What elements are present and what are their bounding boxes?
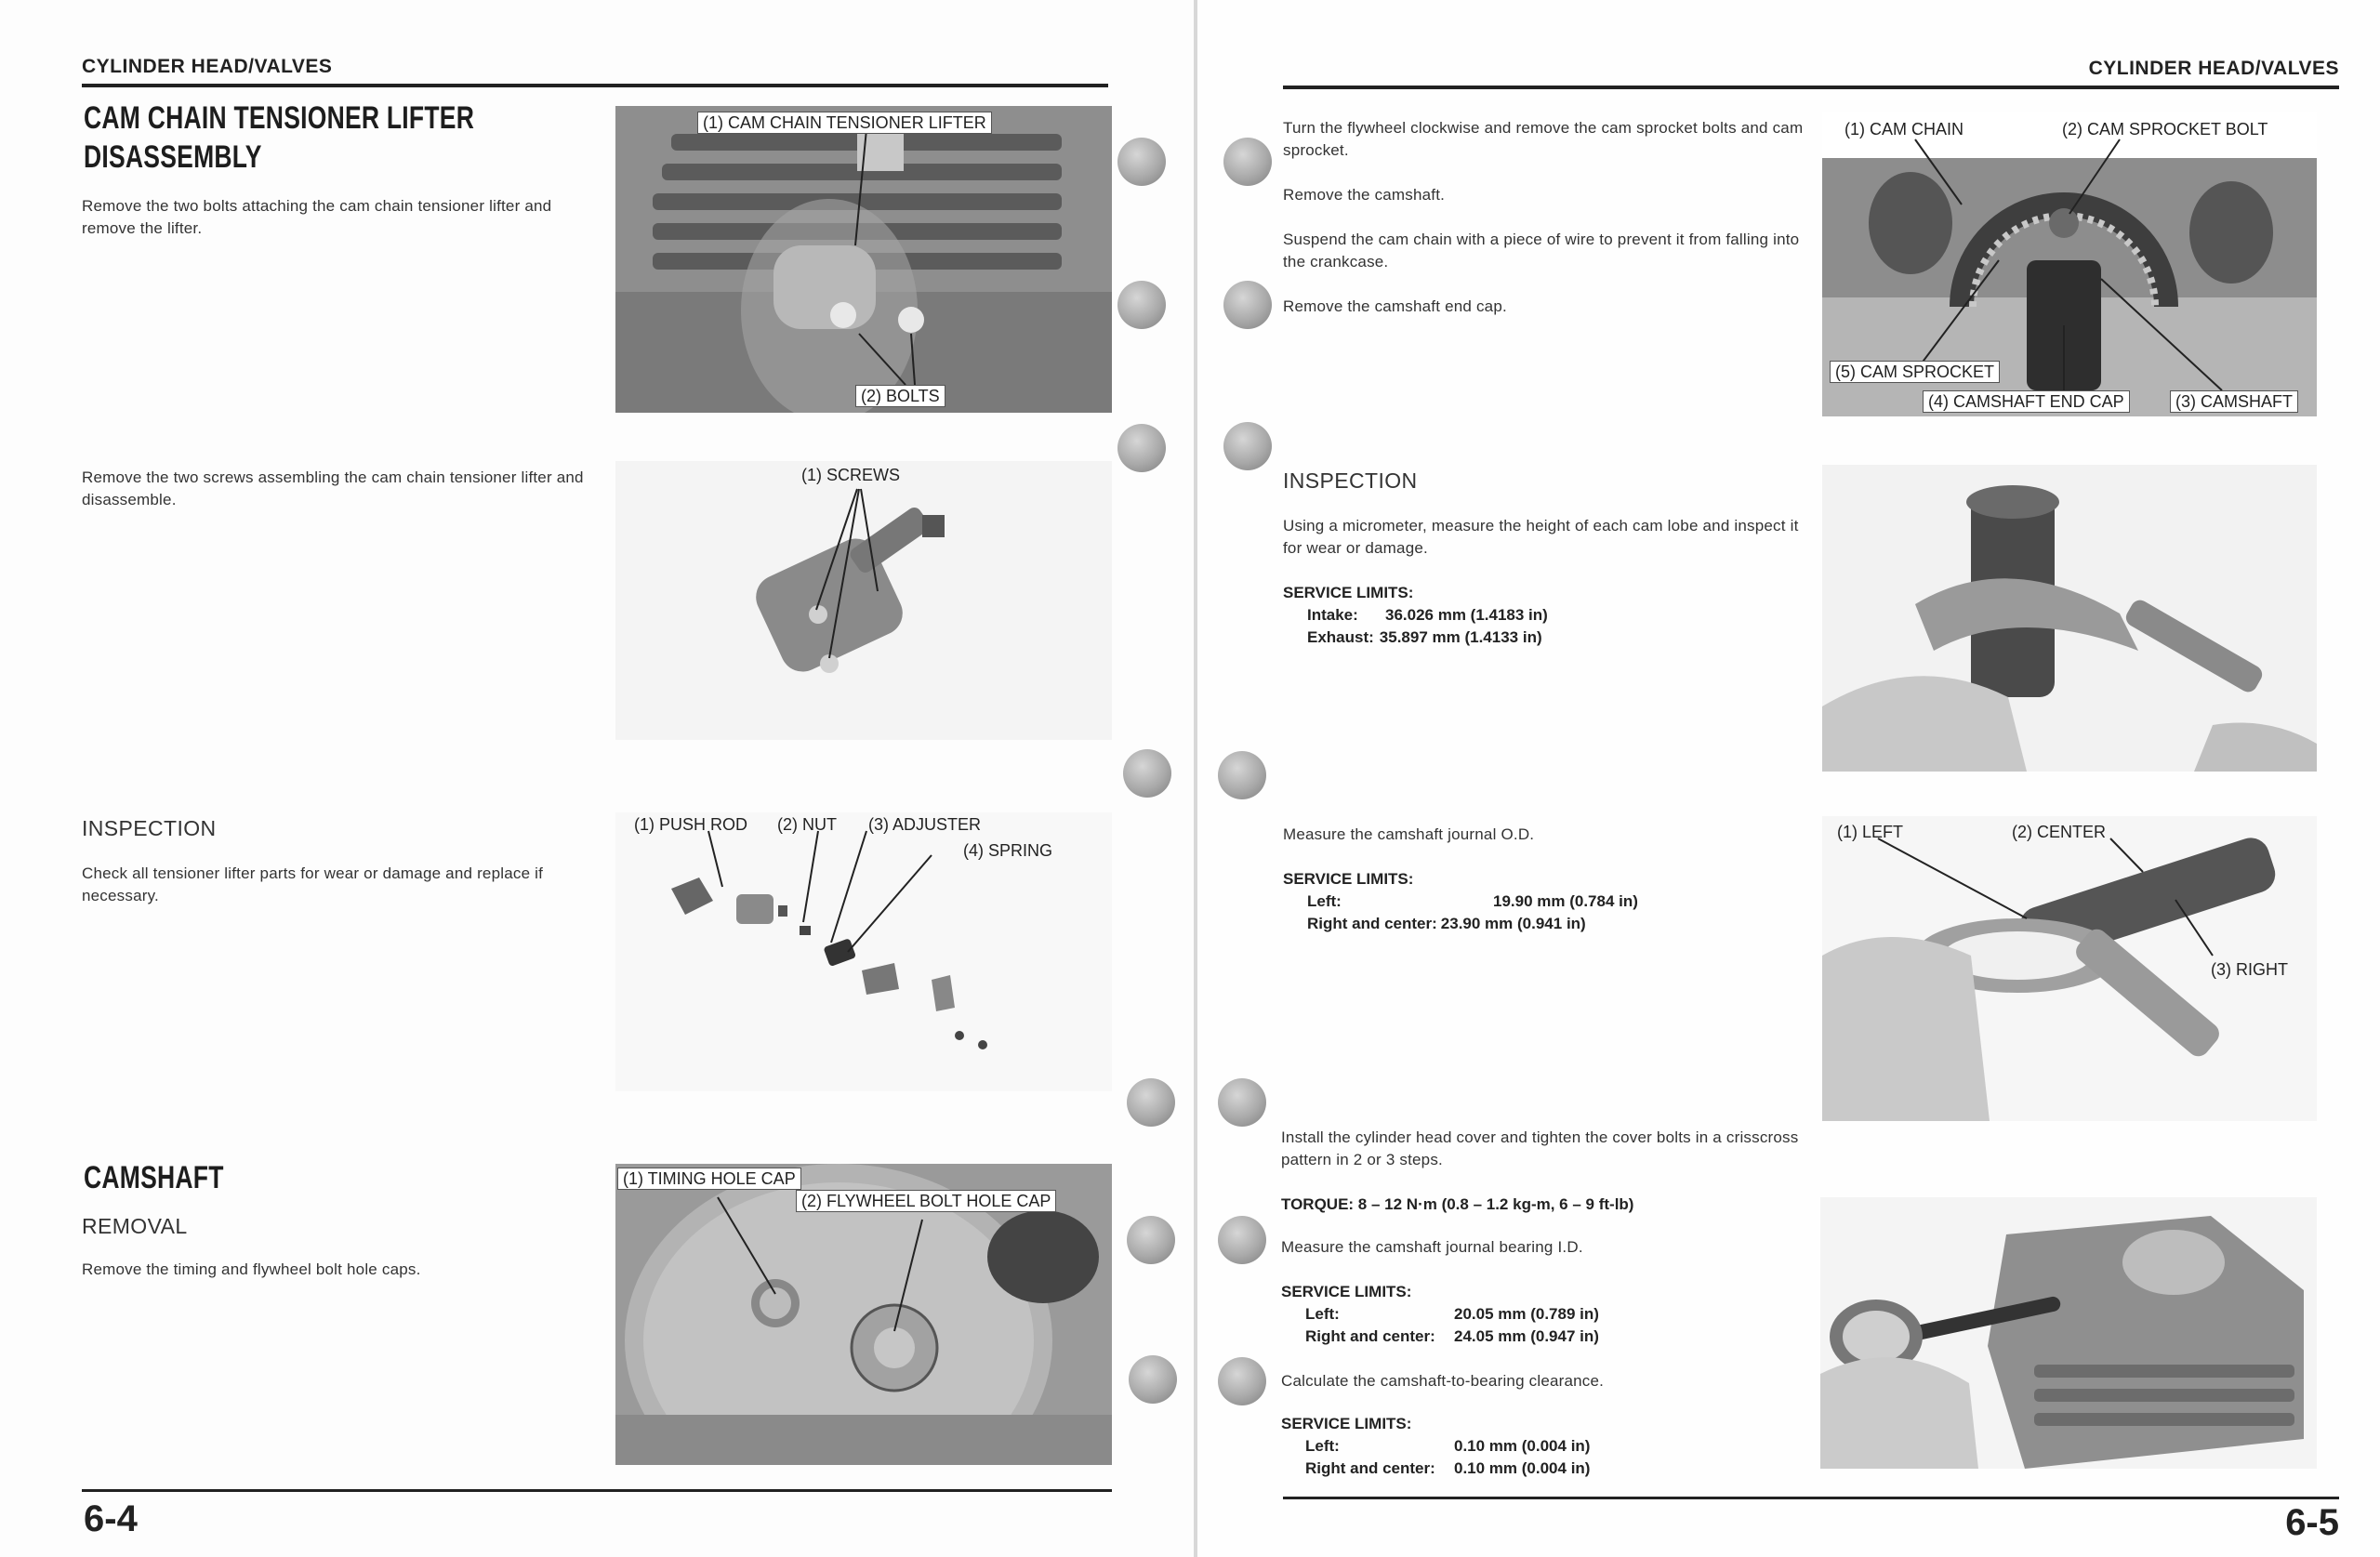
callout-cam-chain: (1) CAM CHAIN (1844, 120, 1964, 139)
limits-label: SERVICE LIMITS: (1283, 584, 1414, 601)
callout-cam-sprocket-bolt: (2) CAM SPROCKET BOLT (2062, 120, 2268, 139)
callout-left: (1) LEFT (1837, 823, 1904, 841)
callout-cam-sprocket: (5) CAM SPROCKET (1830, 361, 2000, 383)
removal-text: Remove the timing and flywheel bolt hole caps. (82, 1260, 421, 1278)
callout-camshaft-end-cap: (4) CAMSHAFT END CAP (1923, 390, 2130, 413)
footer-rule-right (1283, 1497, 2339, 1499)
limit-row: Left: 0.10 mm (0.004 in) (1305, 1437, 1591, 1455)
footer-rule-left (82, 1489, 1112, 1492)
photo-tensioner-lifter (615, 106, 1112, 413)
page-number-right: 6-5 (2285, 1502, 2339, 1543)
callout-cam-chain-tensioner-lifter: (1) CAM CHAIN TENSIONER LIFTER (697, 112, 992, 134)
limit-row: Exhaust: 35.897 mm (1.4133 in) (1307, 628, 1542, 646)
binder-hole (1218, 1216, 1266, 1264)
service-limits-lobe (1283, 582, 1548, 649)
section-title-tensioner (84, 99, 474, 177)
service-limits-bearing (1281, 1281, 1599, 1348)
binder-hole (1223, 422, 1272, 470)
running-head-right: CYLINDER HEAD/VALVES (2088, 58, 2339, 79)
callout-camshaft: (3) CAMSHAFT (2170, 390, 2298, 413)
photo-cam-sprocket (1822, 112, 2317, 416)
photo-lifter-screws (615, 461, 1112, 740)
inspection-text-right: Using a micrometer, measure the height of each cam lobe and inspect it for wear or damage. (1283, 517, 1799, 557)
removal-steps (1283, 117, 1804, 340)
callout-bolts: (2) BOLTS (855, 385, 945, 407)
step-remove-screws: Remove the two screws assembling the cam chain tensioner lifter and disassemble. (82, 468, 584, 508)
heading-removal: REMOVAL (82, 1214, 188, 1238)
limit-row: Intake: 36.026 mm (1.4183 in) (1307, 606, 1548, 624)
binder-hole (1218, 1078, 1266, 1127)
limit-row: Right and center: 23.90 mm (0.941 in) (1307, 915, 1586, 932)
title-line-2: DISASSEMBLY (84, 139, 262, 175)
photo-tensioner-parts (615, 812, 1112, 1091)
step-remove-lifter: Remove the two bolts attaching the cam chain tensioner lifter and remove the lifter. (82, 197, 552, 237)
binder-hole (1117, 281, 1166, 329)
binder-hole (1123, 749, 1171, 798)
callout-center: (2) CENTER (2012, 823, 2107, 841)
cover-install-text: Install the cylinder head cover and tighten the cover bolts in a crisscross pattern in 2 or 3 steps. (1281, 1128, 1799, 1168)
title-line-1: CAM CHAIN TENSIONER LIFTER (84, 100, 475, 136)
page-number-left: 6-4 (84, 1498, 138, 1539)
callout-spring: (4) SPRING (963, 841, 1053, 860)
photo-journal-measure (1822, 816, 2317, 1121)
heading-inspection-right: INSPECTION (1283, 468, 1418, 493)
callout-flywheel-bolt-hole-cap: (2) FLYWHEEL BOLT HOLE CAP (796, 1190, 1056, 1212)
bearing-id-text: Measure the camshaft journal bearing I.D. (1281, 1238, 1583, 1256)
photo-micrometer-lobe (1822, 465, 2317, 772)
callout-adjuster: (3) ADJUSTER (868, 815, 982, 834)
binder-hole (1129, 1355, 1177, 1404)
limits-label: SERVICE LIMITS: (1283, 870, 1414, 888)
step-remove-camshaft: Remove the camshaft. (1283, 186, 1446, 204)
service-limits-clearance (1281, 1413, 1590, 1480)
section-title-camshaft: CAMSHAFT (84, 1160, 224, 1195)
header-rule-left (82, 84, 1108, 87)
photo-timing-caps (615, 1164, 1112, 1465)
right-page (1197, 0, 2380, 1557)
binder-hole (1223, 281, 1272, 329)
binder-hole (1127, 1078, 1175, 1127)
binder-hole (1218, 1357, 1266, 1405)
binder-hole (1127, 1216, 1175, 1264)
callout-screws: (1) SCREWS (801, 466, 901, 484)
step-remove-sprocket: Turn the flywheel clockwise and remove the cam sprocket bolts and cam sprocket. (1283, 119, 1804, 159)
torque-spec: TORQUE: 8 – 12 N·m (0.8 – 1.2 kg-m, 6 – 9 ft-lb) (1281, 1195, 1634, 1213)
callout-nut: (2) NUT (777, 815, 837, 834)
running-head-left: CYLINDER HEAD/VALVES (82, 56, 333, 77)
heading-inspection-left: INSPECTION (82, 816, 217, 840)
limits-label: SERVICE LIMITS: (1281, 1415, 1412, 1432)
limits-label: SERVICE LIMITS: (1281, 1283, 1412, 1300)
binder-hole (1117, 138, 1166, 186)
step-remove-end-cap: Remove the camshaft end cap. (1283, 297, 1507, 315)
clearance-text: Calculate the camshaft-to-bearing clearance. (1281, 1372, 1605, 1390)
limit-row: Right and center: 24.05 mm (0.947 in) (1305, 1327, 1599, 1345)
binder-hole (1223, 138, 1272, 186)
callout-timing-hole-cap: (1) TIMING HOLE CAP (617, 1168, 801, 1190)
callout-push-rod: (1) PUSH ROD (634, 815, 748, 834)
service-limits-journal-od (1283, 868, 1638, 935)
callout-right: (3) RIGHT (2211, 960, 2288, 979)
journal-od-text: Measure the camshaft journal O.D. (1283, 825, 1535, 843)
binder-hole (1117, 424, 1166, 472)
limit-row: Right and center: 0.10 mm (0.004 in) (1305, 1459, 1591, 1477)
limit-row: Left: 19.90 mm (0.784 in) (1307, 892, 1638, 910)
inspection-text-left: Check all tensioner lifter parts for wear or damage and replace if necessary. (82, 864, 544, 904)
header-rule-right (1283, 86, 2339, 89)
step-suspend-chain: Suspend the cam chain with a piece of wire to prevent it from falling into the crankcase. (1283, 231, 1800, 270)
photo-bearing-bore-gauge (1820, 1197, 2317, 1469)
binder-hole (1218, 751, 1266, 799)
limit-row: Left: 20.05 mm (0.789 in) (1305, 1305, 1599, 1323)
